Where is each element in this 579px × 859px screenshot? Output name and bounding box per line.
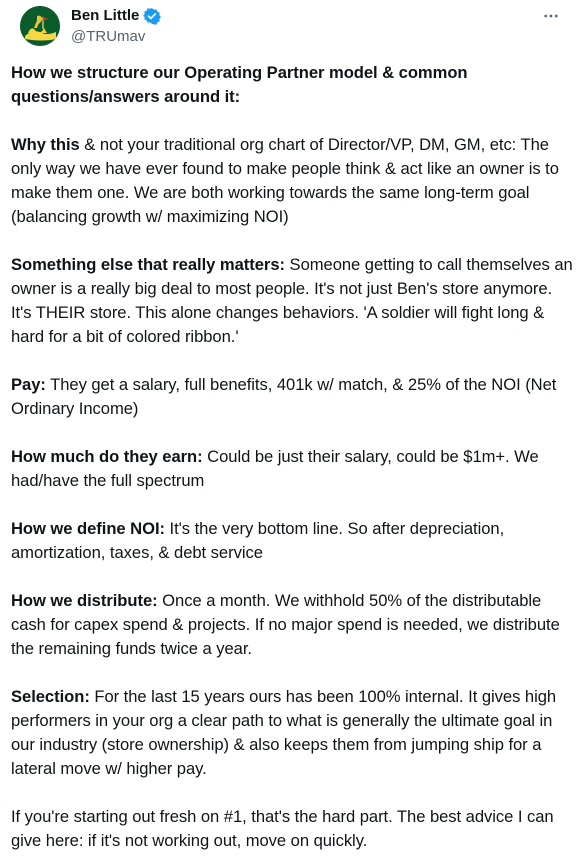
section-why-this	[11, 133, 577, 229]
verified-badge-icon	[143, 7, 161, 25]
section-text: Someone getting to call themselves an owner is a really big deal to most people. It's not just Ben's store anymore. It's THEIR store. This alone changes behaviors. 'A soldier will fight long & hard for a bit of colored ribbon.'	[11, 255, 573, 346]
section-something-else	[11, 253, 577, 349]
section-text: It's the very bottom line. So after depreciation, amortization, taxes, & debt service	[11, 519, 505, 562]
post-closing: If you're starting out fresh on #1, that's the hard part. The best advice I can give here: if it's not working out, move on quickly.	[11, 807, 554, 850]
section-heading: How much do they earn:	[11, 447, 203, 466]
more-horizontal-icon[interactable]	[541, 6, 561, 26]
section-heading: Pay:	[11, 375, 46, 394]
author-name-row	[71, 7, 161, 25]
tweet-header	[10, 0, 569, 56]
section-distribution	[11, 589, 577, 661]
section-text: They get a salary, full benefits, 401k w/ match, & 25% of the NOI (Net Ordinary Income)	[11, 375, 557, 418]
section-noi-definition	[11, 517, 577, 565]
section-heading: How we distribute:	[11, 591, 158, 610]
section-pay	[11, 373, 577, 421]
section-heading: Something else that really matters:	[11, 255, 285, 274]
display-name[interactable]: Ben Little	[71, 7, 140, 24]
section-earnings	[11, 445, 577, 493]
author-handle[interactable]: @TRUmav	[71, 28, 146, 45]
post-intro: How we structure our Operating Partner model & common questions/answers around it:	[11, 63, 468, 106]
section-text: & not your traditional org chart of Director/VP, DM, GM, etc: The only way we have ever found to make people think & act like an owner is to make them one. We are both working towards the same long-term goal (balancing growth w/ maximizing NOI)	[11, 135, 559, 226]
section-text: For the last 15 years ours has been 100% internal. It gives high performers in your org a clear path to what is generally the ultimate goal in our industry (store ownership) & also keeps them from jumping ship for a lateral move w/ higher pay.	[11, 687, 557, 778]
section-text: Could be just their salary, could be $1m+. We had/have the full spectrum	[11, 447, 539, 490]
section-text: Once a month. We withhold 50% of the distributable cash for capex spend & projects. If no major spend is needed, we distribute the remaining funds twice a year.	[11, 591, 560, 658]
section-heading: Why this	[11, 135, 80, 154]
section-heading: Selection:	[11, 687, 90, 706]
masters-logo-avatar[interactable]	[20, 6, 60, 46]
section-selection	[11, 685, 577, 781]
section-heading: How we define NOI:	[11, 519, 165, 538]
tweet-body	[11, 61, 577, 859]
